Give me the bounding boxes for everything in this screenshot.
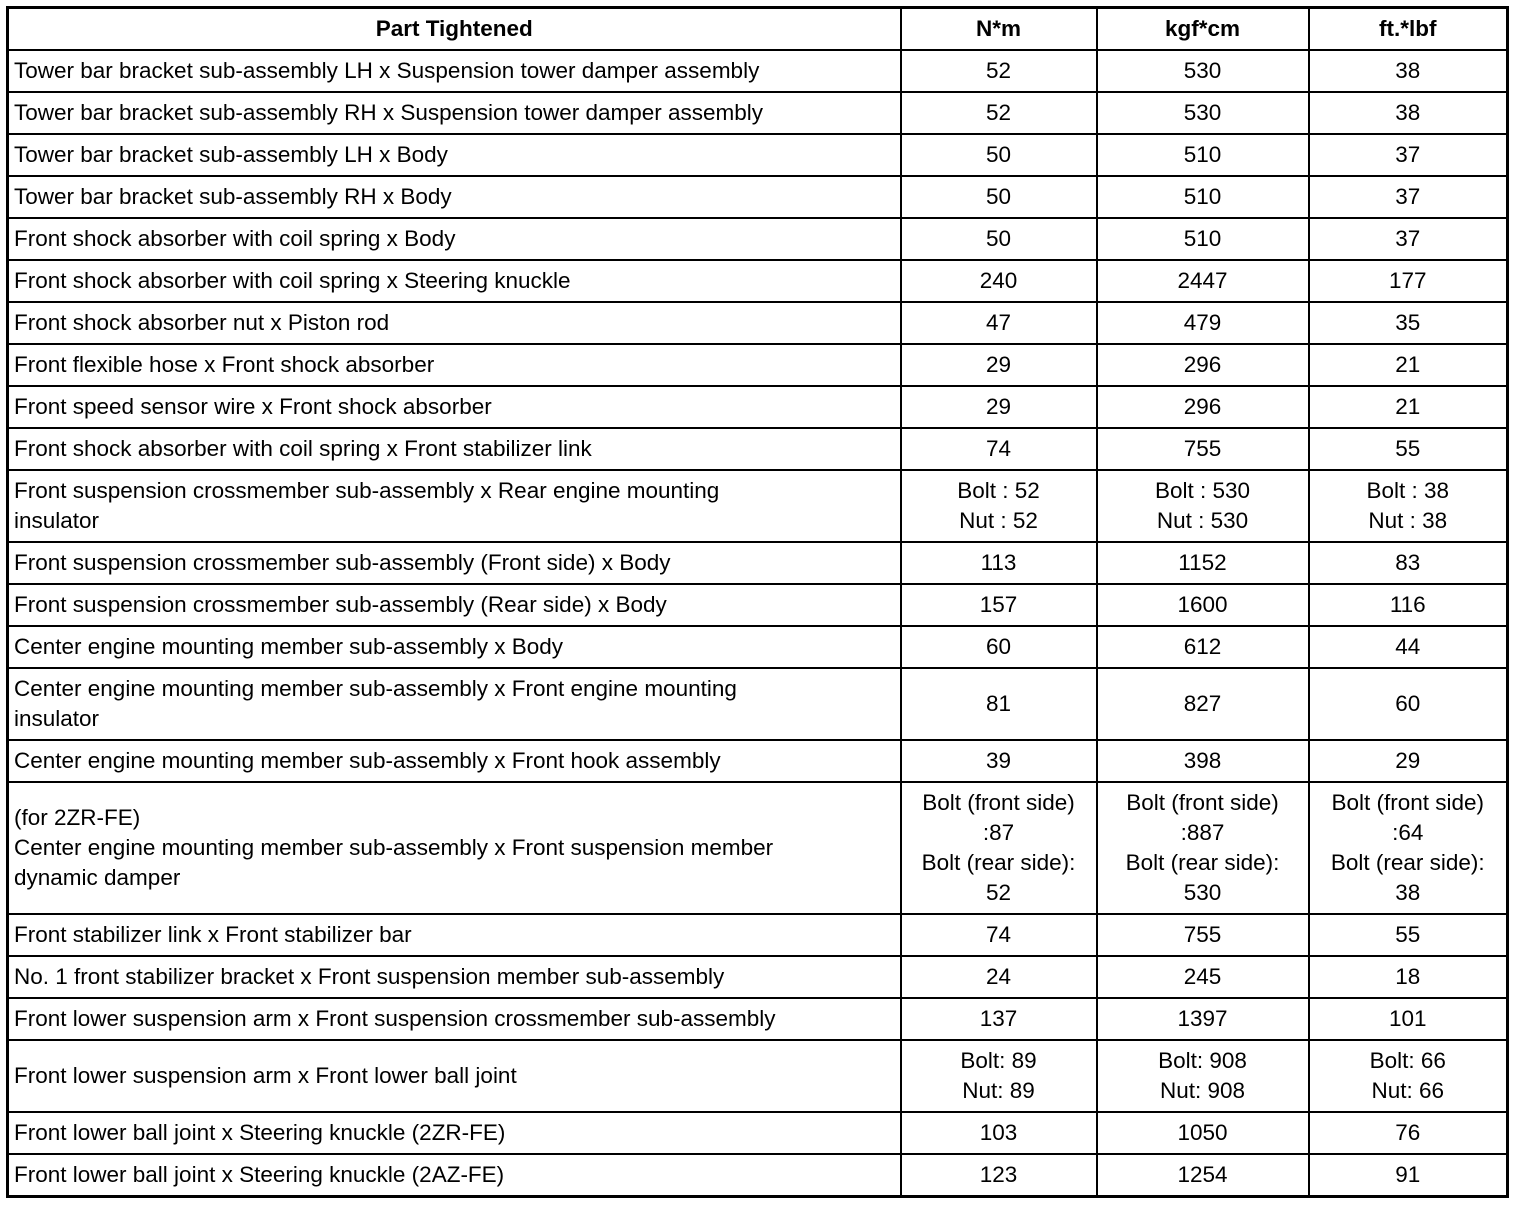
table-row [8, 584, 1508, 626]
torque-ft-lbf-cell [1309, 50, 1508, 92]
torque-nm-cell [901, 176, 1097, 218]
cell-text-line: Bolt (front side) [922, 790, 1075, 815]
cell-text-line: Nut : 38 [1368, 508, 1448, 533]
part-tightened-cell [8, 914, 901, 956]
torque-ft-lbf-cell [1309, 1154, 1508, 1197]
cell-text-line: Nut: 908 [1159, 1078, 1246, 1103]
cell-text-line: Center engine mounting member sub-assembly x Front hook assembly [14, 748, 721, 773]
cell-text-line: 510 [1183, 184, 1222, 209]
cell-text-line: 50 [985, 184, 1012, 209]
cell-text-line: 1397 [1177, 1006, 1228, 1031]
table-row [8, 1154, 1508, 1197]
torque-nm-cell [901, 782, 1097, 914]
cell-text-line: Bolt : 38 [1366, 478, 1450, 503]
cell-text-line: 1050 [1177, 1120, 1228, 1145]
torque-ft-lbf-cell [1309, 1112, 1508, 1154]
cell-text-line: 530 [1183, 880, 1222, 905]
cell-text-line: Bolt : 52 [957, 478, 1040, 503]
part-tightened-cell [8, 428, 901, 470]
part-tightened-cell [8, 92, 901, 134]
cell-text-line: Front suspension crossmember sub-assembly x Rear engine mounting [14, 478, 720, 503]
cell-text-line: 29 [1395, 748, 1421, 773]
part-tightened-cell [8, 542, 901, 584]
table-row [8, 1040, 1508, 1112]
table-row [8, 302, 1508, 344]
cell-text-line: 24 [985, 964, 1012, 989]
cell-text-line: 39 [985, 748, 1012, 773]
cell-text-line: 47 [985, 310, 1012, 335]
torque-kgf-cm-cell [1097, 50, 1309, 92]
cell-text-line: :64 [1392, 820, 1424, 845]
torque-nm-cell [901, 260, 1097, 302]
cell-text-line: 296 [1183, 394, 1222, 419]
cell-text-line: Tower bar bracket sub-assembly LH x Suspension tower damper assembly [14, 58, 760, 83]
cell-text-line: insulator [14, 706, 100, 731]
cell-text-line: 55 [1395, 922, 1421, 947]
cell-text-line: 50 [985, 226, 1012, 251]
torque-nm-cell [901, 218, 1097, 260]
cell-text-line: 83 [1395, 550, 1421, 575]
torque-ft-lbf-cell [1309, 134, 1508, 176]
torque-nm-cell [901, 956, 1097, 998]
cell-text-line: (for 2ZR-FE) [14, 805, 141, 830]
cell-text-line: 76 [1395, 1120, 1421, 1145]
cell-text-line: Bolt (rear side): [921, 850, 1076, 875]
cell-text-line: Front lower suspension arm x Front suspension crossmember sub-assembly [14, 1006, 776, 1031]
torque-kgf-cm-cell [1097, 740, 1309, 782]
header-part-tightened: Part Tightened [8, 8, 901, 51]
table-row [8, 998, 1508, 1040]
cell-text-line: 827 [1183, 691, 1222, 716]
torque-ft-lbf-cell [1309, 998, 1508, 1040]
table-row [8, 260, 1508, 302]
cell-text-line: Bolt (rear side): [1330, 850, 1485, 875]
cell-text-line: 21 [1395, 352, 1421, 377]
table-row [8, 668, 1508, 740]
table-row [8, 782, 1508, 914]
cell-text-line: Bolt: 908 [1158, 1048, 1247, 1073]
part-tightened-cell [8, 344, 901, 386]
cell-text-line: 21 [1395, 394, 1421, 419]
header-nm: N*m [901, 8, 1097, 51]
cell-text-line: 52 [985, 58, 1012, 83]
part-tightened-cell [8, 626, 901, 668]
cell-text-line: 50 [985, 142, 1012, 167]
cell-text-line: insulator [14, 508, 100, 533]
cell-text-line: 755 [1183, 436, 1222, 461]
torque-ft-lbf-cell [1309, 956, 1508, 998]
cell-text-line: Center engine mounting member sub-assembly x Body [14, 634, 564, 659]
torque-nm-cell [901, 50, 1097, 92]
torque-nm-cell [901, 428, 1097, 470]
cell-text-line: 113 [980, 550, 1017, 575]
part-tightened-cell [8, 176, 901, 218]
torque-nm-cell [901, 134, 1097, 176]
cell-text-line: :87 [982, 820, 1015, 845]
torque-ft-lbf-cell [1309, 260, 1508, 302]
cell-text-line: 101 [1388, 1006, 1427, 1031]
cell-text-line: 18 [1395, 964, 1421, 989]
cell-text-line: 44 [1395, 634, 1421, 659]
torque-ft-lbf-cell [1309, 218, 1508, 260]
part-tightened-cell [8, 218, 901, 260]
torque-kgf-cm-cell [1097, 914, 1309, 956]
cell-text-line: Front shock absorber with coil spring x Body [14, 226, 456, 251]
cell-text-line: Tower bar bracket sub-assembly RH x Suspension tower damper assembly [14, 100, 764, 125]
cell-text-line: 55 [1395, 436, 1421, 461]
cell-text-line: 60 [985, 634, 1012, 659]
torque-nm-cell [901, 1154, 1097, 1197]
torque-ft-lbf-cell [1309, 740, 1508, 782]
cell-text-line: Front shock absorber with coil spring x Front stabilizer link [14, 436, 592, 461]
torque-kgf-cm-cell [1097, 470, 1309, 542]
torque-kgf-cm-cell [1097, 668, 1309, 740]
cell-text-line: Bolt: 66 [1369, 1048, 1446, 1073]
cell-text-line: Front suspension crossmember sub-assembly (Rear side) x Body [14, 592, 667, 617]
torque-ft-lbf-cell [1309, 626, 1508, 668]
cell-text-line: Front suspension crossmember sub-assembly (Front side) x Body [14, 550, 671, 575]
cell-text-line: Front stabilizer link x Front stabilizer bar [14, 922, 412, 947]
cell-text-line: Bolt: 89 [960, 1048, 1037, 1073]
cell-text-line: 38 [1395, 880, 1421, 905]
cell-text-line: dynamic damper [14, 865, 181, 890]
cell-text-line: Front speed sensor wire x Front shock absorber [14, 394, 492, 419]
torque-kgf-cm-cell [1097, 302, 1309, 344]
cell-text-line: 2447 [1177, 268, 1228, 293]
cell-text-line: 1152 [1178, 550, 1227, 575]
part-tightened-cell [8, 668, 901, 740]
cell-text-line: Front lower ball joint x Steering knuckle (2ZR-FE) [14, 1120, 506, 1145]
cell-text-line: 52 [985, 880, 1012, 905]
part-tightened-cell [8, 470, 901, 542]
header-ft-lbf: ft.*lbf [1309, 8, 1508, 51]
cell-text-line: Nut: 66 [1371, 1078, 1445, 1103]
cell-text-line: Bolt (front side) [1331, 790, 1485, 815]
torque-kgf-cm-cell [1097, 428, 1309, 470]
cell-text-line: 37 [1395, 142, 1421, 167]
torque-nm-cell [901, 1112, 1097, 1154]
torque-nm-cell [901, 344, 1097, 386]
cell-text-line: Nut : 530 [1156, 508, 1249, 533]
header-kgf-cm: kgf*cm [1097, 8, 1309, 51]
torque-kgf-cm-cell [1097, 584, 1309, 626]
part-tightened-cell [8, 956, 901, 998]
part-tightened-cell [8, 134, 901, 176]
cell-text-line: 74 [985, 436, 1012, 461]
torque-kgf-cm-cell [1097, 218, 1309, 260]
torque-kgf-cm-cell [1097, 1040, 1309, 1112]
torque-nm-cell [901, 1040, 1097, 1112]
table-row [8, 134, 1508, 176]
table-row [8, 1112, 1508, 1154]
table-row [8, 218, 1508, 260]
cell-text-line: 35 [1395, 310, 1421, 335]
cell-text-line: 81 [985, 691, 1012, 716]
cell-text-line: Center engine mounting member sub-assembly x Front engine mounting [14, 676, 737, 701]
cell-text-line: 123 [979, 1162, 1018, 1187]
torque-ft-lbf-cell [1309, 302, 1508, 344]
torque-kgf-cm-cell [1097, 260, 1309, 302]
cell-text-line: 479 [1183, 310, 1222, 335]
torque-kgf-cm-cell [1097, 92, 1309, 134]
cell-text-line: Tower bar bracket sub-assembly LH x Body [14, 142, 448, 167]
torque-kgf-cm-cell [1097, 626, 1309, 668]
part-tightened-cell [8, 782, 901, 914]
torque-nm-cell [901, 914, 1097, 956]
cell-text-line: Center engine mounting member sub-assembly x Front suspension member [14, 835, 774, 860]
cell-text-line: Nut: 89 [962, 1078, 1035, 1103]
torque-ft-lbf-cell [1309, 428, 1508, 470]
torque-nm-cell [901, 584, 1097, 626]
part-tightened-cell [8, 50, 901, 92]
torque-ft-lbf-cell [1309, 668, 1508, 740]
torque-ft-lbf-cell [1309, 782, 1508, 914]
cell-text-line: Tower bar bracket sub-assembly RH x Body [14, 184, 452, 209]
cell-text-line: 74 [985, 922, 1012, 947]
torque-ft-lbf-cell [1309, 176, 1508, 218]
table-row [8, 542, 1508, 584]
part-tightened-cell [8, 260, 901, 302]
table-row [8, 50, 1508, 92]
table-row [8, 626, 1508, 668]
cell-text-line: 37 [1395, 226, 1421, 251]
torque-nm-cell [901, 626, 1097, 668]
cell-text-line: 1254 [1177, 1162, 1228, 1187]
torque-ft-lbf-cell [1309, 386, 1508, 428]
part-tightened-cell [8, 998, 901, 1040]
torque-nm-cell [901, 302, 1097, 344]
torque-kgf-cm-cell [1097, 344, 1309, 386]
torque-nm-cell [901, 470, 1097, 542]
cell-text-line: No. 1 front stabilizer bracket x Front suspension member sub-assembly [14, 964, 725, 989]
cell-text-line: 240 [979, 268, 1018, 293]
torque-spec-table [6, 6, 1509, 1198]
part-tightened-cell [8, 1040, 901, 1112]
cell-text-line: 398 [1183, 748, 1222, 773]
torque-nm-cell [901, 668, 1097, 740]
part-tightened-cell [8, 302, 901, 344]
part-tightened-cell [8, 740, 901, 782]
torque-kgf-cm-cell [1097, 1112, 1309, 1154]
cell-text-line: 91 [1395, 1162, 1421, 1187]
torque-kgf-cm-cell [1097, 782, 1309, 914]
torque-ft-lbf-cell [1309, 542, 1508, 584]
torque-kgf-cm-cell [1097, 1154, 1309, 1197]
torque-kgf-cm-cell [1097, 134, 1309, 176]
torque-ft-lbf-cell [1309, 470, 1508, 542]
torque-ft-lbf-cell [1309, 92, 1508, 134]
cell-text-line: 296 [1183, 352, 1222, 377]
torque-ft-lbf-cell [1309, 1040, 1508, 1112]
table-row [8, 470, 1508, 542]
cell-text-line: 755 [1183, 922, 1222, 947]
table-header-row [8, 8, 1508, 51]
torque-kgf-cm-cell [1097, 542, 1309, 584]
cell-text-line: 103 [979, 1120, 1018, 1145]
cell-text-line: Bolt : 530 [1154, 478, 1251, 503]
cell-text-line: Nut : 52 [959, 508, 1038, 533]
torque-kgf-cm-cell [1097, 176, 1309, 218]
part-tightened-cell [8, 1112, 901, 1154]
torque-nm-cell [901, 542, 1097, 584]
torque-nm-cell [901, 92, 1097, 134]
table-row [8, 386, 1508, 428]
cell-text-line: Bolt (rear side): [1125, 850, 1280, 875]
table-row [8, 914, 1508, 956]
torque-ft-lbf-cell [1309, 584, 1508, 626]
cell-text-line: 177 [1388, 268, 1427, 293]
part-tightened-cell [8, 386, 901, 428]
cell-text-line: 29 [985, 394, 1012, 419]
cell-text-line: 116 [1389, 592, 1426, 617]
cell-text-line: 530 [1183, 100, 1222, 125]
cell-text-line: 60 [1395, 691, 1421, 716]
cell-text-line: :887 [1180, 820, 1225, 845]
cell-text-line: 52 [985, 100, 1012, 125]
cell-text-line: 245 [1183, 964, 1222, 989]
cell-text-line: 37 [1395, 184, 1421, 209]
part-tightened-cell [8, 1154, 901, 1197]
cell-text-line: 1600 [1177, 592, 1228, 617]
cell-text-line: 612 [1183, 634, 1222, 659]
cell-text-line: Front lower ball joint x Steering knuckle (2AZ-FE) [14, 1162, 505, 1187]
torque-nm-cell [901, 998, 1097, 1040]
torque-kgf-cm-cell [1097, 956, 1309, 998]
table-row [8, 344, 1508, 386]
table-row [8, 956, 1508, 998]
cell-text-line: Front shock absorber with coil spring x Steering knuckle [14, 268, 571, 293]
torque-ft-lbf-cell [1309, 344, 1508, 386]
table-body [8, 50, 1508, 1197]
cell-text-line: 530 [1183, 58, 1222, 83]
cell-text-line: 510 [1183, 142, 1222, 167]
cell-text-line: 38 [1395, 100, 1421, 125]
cell-text-line: Front lower suspension arm x Front lower ball joint [14, 1063, 517, 1088]
torque-nm-cell [901, 740, 1097, 782]
torque-kgf-cm-cell [1097, 386, 1309, 428]
table-row [8, 428, 1508, 470]
cell-text-line: 510 [1183, 226, 1222, 251]
table-row [8, 176, 1508, 218]
part-tightened-cell [8, 584, 901, 626]
cell-text-line: 38 [1395, 58, 1421, 83]
cell-text-line: Bolt (front side) [1126, 790, 1279, 815]
torque-kgf-cm-cell [1097, 998, 1309, 1040]
table-row [8, 92, 1508, 134]
table-row [8, 740, 1508, 782]
cell-text-line: 29 [985, 352, 1012, 377]
cell-text-line: Front flexible hose x Front shock absorber [14, 352, 435, 377]
torque-nm-cell [901, 386, 1097, 428]
torque-ft-lbf-cell [1309, 914, 1508, 956]
cell-text-line: Front shock absorber nut x Piston rod [14, 310, 390, 335]
cell-text-line: 137 [979, 1006, 1018, 1031]
cell-text-line: 157 [979, 592, 1018, 617]
